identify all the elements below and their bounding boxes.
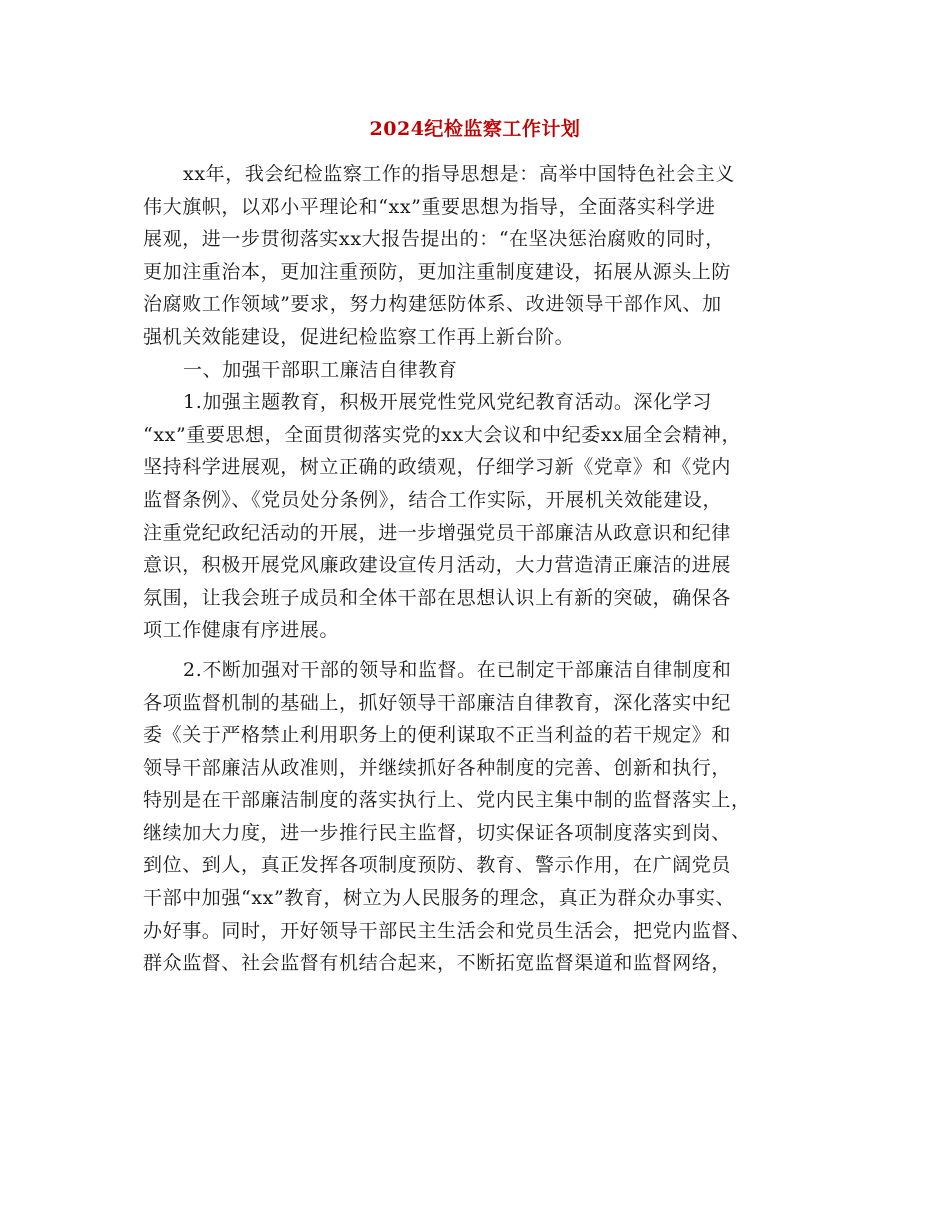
document-title: 2024纪检监察工作计划 (369, 118, 581, 140)
paragraph-line: 更加注重治本，更加注重预防，更加注重制度建设，拓展从源头上防 (143, 260, 732, 283)
paragraph-line: 展观，进一步贯彻落实xx大报告提出的：“在坚决惩治腐败的同时， (143, 228, 725, 251)
paragraph-line: “xx”重要思想，全面贯彻落实党的xx大会议和中纪委xx届全会精神， (143, 423, 742, 446)
paragraph-line: 伟大旗帜，以邓小平理论和“xx”重要思想为指导，全面落实科学进 (143, 195, 716, 218)
paragraph-line: 意识，积极开展党风廉政建设宣传月活动，大力营造清正廉洁的进展 (143, 554, 732, 577)
section-heading: 一、加强干部职工廉洁自律教育 (183, 358, 458, 381)
paragraph-line: 各项监督机制的基础上，抓好领导干部廉洁自律教育，深化落实中纪 (143, 691, 732, 714)
paragraph-line: 2.不断加强对干部的领导和监督。在已制定干部廉洁自律制度和 (183, 658, 732, 681)
document-body (143, 158, 833, 980)
paragraph-line: 委《关于严格禁止利用职务上的便利谋取不正当利益的若干规定》和 (143, 724, 732, 747)
paragraph-gap (143, 647, 833, 654)
paragraph-line: 注重党纪政纪活动的开展，进一步增强党员干部廉洁从政意识和纪律 (143, 521, 732, 544)
paragraph-line: 1.加强主题教育，积极开展党性党风党纪教育活动。深化学习 (183, 391, 712, 414)
paragraph-line: 项工作健康有序进展。 (143, 619, 340, 642)
paragraph-line: 坚持科学进展观，树立正确的政绩观，仔细学习新《党章》和《党内 (143, 456, 732, 479)
paragraph-line: 干部中加强“xx”教育，树立为人民服务的理念，真正为群众办事实、 (143, 887, 736, 910)
paragraph-line: 监督条例》、《党员处分条例》，结合工作实际，开展机关效能建设， (143, 488, 723, 511)
paragraph-line: 强机关效能建设，促进纪检监察工作再上新台阶。 (143, 325, 575, 348)
paragraph-line: 群众监督、社会监督有机结合起来，不断拓宽监督渠道和监督网络， (143, 952, 732, 975)
paragraph-line: 到位、到人，真正发挥各项制度预防、教育、警示作用，在广阔党员 (143, 854, 732, 877)
paragraph-line: 继续加大力度，进一步推行民主监督，切实保证各项制度落实到岗、 (143, 821, 732, 844)
paragraph-line: 领导干部廉洁从政准则，并继续抓好各种制度的完善、创新和执行， (143, 756, 732, 779)
paragraph-line: xx年，我会纪检监察工作的指导思想是：高举中国特色社会主义 (183, 163, 735, 185)
paragraph-line: 氛围，让我会班子成员和全体干部在思想认识上有新的突破，确保各 (143, 586, 732, 609)
paragraph-line: 办好事。同时，开好领导干部民主生活会和党员生活会，把党内监督、 (143, 919, 751, 942)
paragraph-line: 特别是在干部廉洁制度的落实执行上、党内民主集中制的监督落实上， (143, 789, 751, 812)
paragraph-line: 治腐败工作领域”要求，努力构建惩防体系、改进领导干部作风、加 (143, 293, 722, 316)
